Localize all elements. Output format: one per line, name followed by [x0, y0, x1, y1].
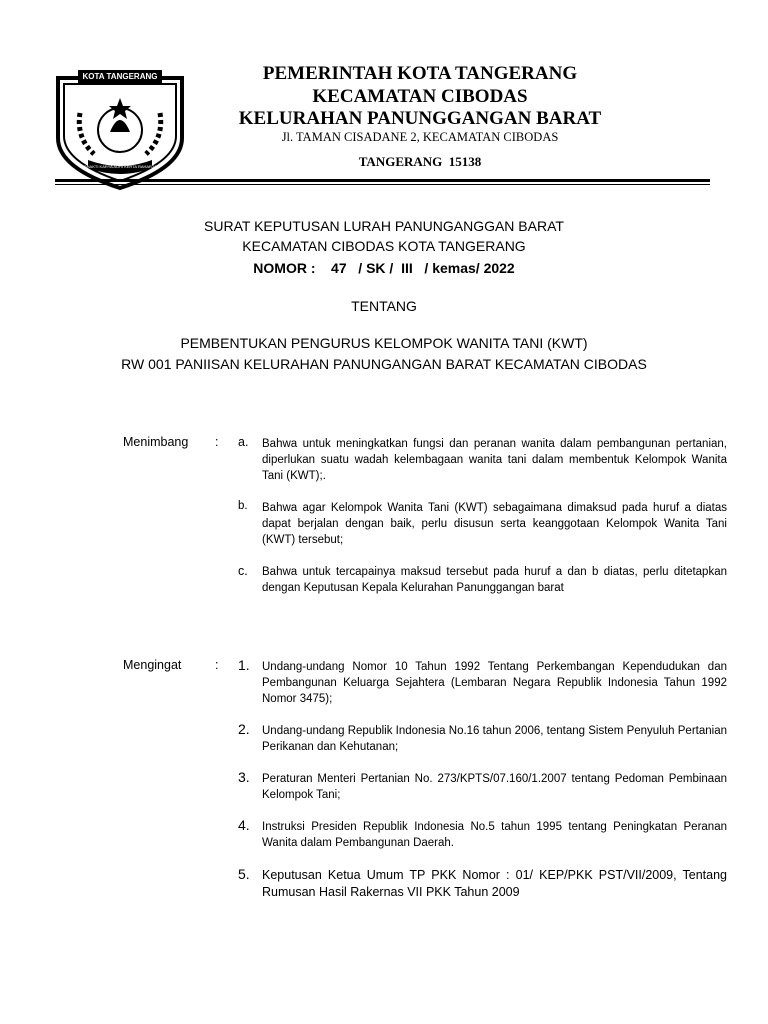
letterhead-divider-thick: [55, 179, 710, 182]
letterhead-district: KECAMATAN CIBODAS: [312, 86, 528, 107]
mengingat-item: Undang-undang Nomor 10 Tahun 1992 Tentang Perkembangan Kependudukan dan Pembangunan Keluarga Sejahtera (Lembaran Negara Republik Indonesia Tahun 1992 Nomor 3475);: [262, 661, 727, 705]
mengingat-item: Peraturan Menteri Pertanian No. 273/KPTS/07.160/1.2007 tentang Pedoman Pembinaan Kelompok Tani;: [262, 773, 727, 801]
mengingat-item: Instruksi Presiden Republik Indonesia No.5 tahun 1995 tentang Peningkatan Peranan Wanita dalam Pembangunan Daerah.: [262, 821, 727, 849]
mengingat-marker: 3.: [238, 769, 250, 785]
menimbang-label: Menimbang: [123, 435, 189, 449]
letterhead-village: KELURAHAN PANUNGGANGAN BARAT: [238, 108, 602, 129]
decree-title: SURAT KEPUTUSAN LURAH PANUNGANGGAN BARAT: [204, 218, 564, 234]
menimbang-marker: b.: [238, 500, 248, 512]
decree-title-location: KECAMATAN CIBODAS KOTA TANGERANG: [242, 238, 526, 254]
decree-subject: PEMBENTUKAN PENGURUS KELOMPOK WANITA TANI (KWT): [180, 335, 588, 351]
mengingat-label: Mengingat: [123, 658, 182, 672]
mengingat-item: Keputusan Ketua Umum TP PKK Nomor : 01/ KEP/PKK PST/VII/2009, Tentang Rumusan Hasil Rakernas VII PKK Tahun 2009: [262, 868, 727, 899]
menimbang-marker: a.: [238, 435, 249, 449]
menimbang-item: Bahwa untuk meningkatkan fungsi dan peranan wanita dalam pembangunan pertanian, diperlukan suatu wadah kelembagaan wanita tani dalam membentuk Kelompok Wanita Tani (KWT);.: [262, 438, 727, 482]
logo-banner-text: KOTA TANGERANG: [82, 72, 158, 81]
letterhead-city: TANGERANG 15138: [358, 154, 482, 169]
decree-tentang: TENTANG: [351, 298, 417, 314]
decree-number: NOMOR : 47 / SK / III / kemas/ 2022: [253, 260, 515, 276]
decree-subject-detail: RW 001 PANIISAN KELURAHAN PANUNGANGAN BARAT KECAMATAN CIBODAS: [121, 356, 647, 372]
mengingat-marker: 2.: [238, 721, 250, 737]
mengingat-marker: 5.: [238, 866, 250, 882]
mengingat-marker: 1.: [238, 657, 250, 673]
menimbang-item: Bahwa agar Kelompok Wanita Tani (KWT) sebagaimana dimaksud pada huruf a diatas dapat berjalan dengan baik, perlu disusun serta keanggotaan Kelompok Wanita Tani (KWT) tersebut;: [262, 502, 727, 546]
letterhead-government: PEMERINTAH KOTA TANGERANG: [262, 63, 578, 84]
menimbang-item: Bahwa untuk tercapainya maksud tersebut pada huruf a dan b diatas, perlu ditetapkan dengan Keputusan Kepala Kelurahan Panunggangan barat: [262, 566, 727, 594]
mengingat-marker: 4.: [238, 817, 250, 833]
mengingat-item: Undang-undang Republik Indonesia No.16 tahun 2006, tentang Sistem Penyuluh Pertanian Perikanan dan Kehutanan;: [262, 725, 727, 753]
letterhead-address: Jl. TAMAN CISADANE 2, KECAMATAN CIBODAS: [281, 130, 559, 144]
logo-motto-text: BHAKTI KARYA ADHI KERTA RAHARJA: [84, 164, 157, 169]
letterhead-divider-thin: [55, 184, 710, 185]
menimbang-marker: c.: [238, 564, 248, 578]
mengingat-colon: :: [215, 658, 219, 672]
menimbang-colon: :: [215, 435, 219, 449]
